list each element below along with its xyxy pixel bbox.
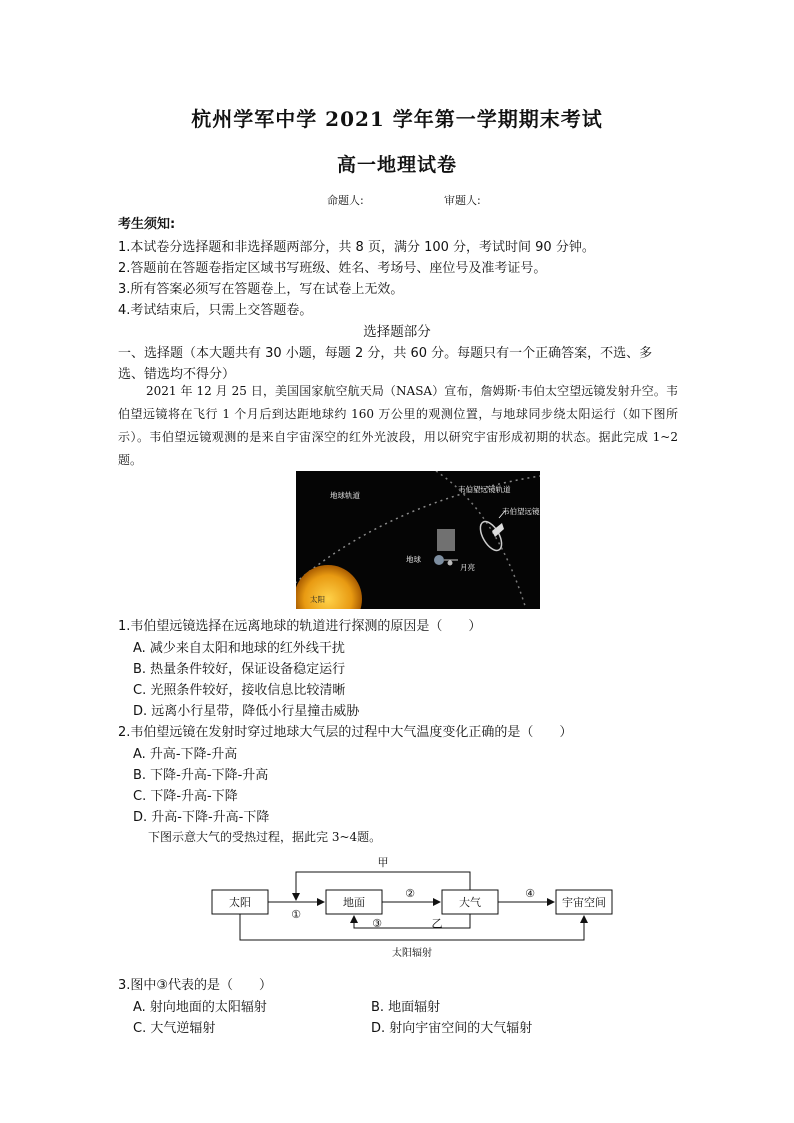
q2-option-d[interactable]: D. 升高-下降-升高-下降 xyxy=(133,810,270,825)
q2-option-a[interactable]: A. 升高-下降-升高 xyxy=(133,747,238,762)
box-sun-label: 太阳 xyxy=(229,896,251,909)
q3-option-b[interactable]: B. 地面辐射 xyxy=(371,1000,441,1015)
label-moon: 月亮 xyxy=(460,563,475,572)
moon-dot xyxy=(448,561,453,566)
label-n3: ③ xyxy=(372,917,382,930)
label-n4: ④ xyxy=(525,887,535,900)
q3-option-d[interactable]: D. 射向宇宙空间的大气辐射 xyxy=(371,1021,533,1036)
notice-item: 4.考试结束后，只需上交答题卷。 xyxy=(118,303,313,318)
passage-heating: 下图示意大气的受热过程，据此完 3~4题。 xyxy=(148,830,382,844)
notice-item: 2.答题前在答题卷指定区域书写班级、姓名、考场号、座位号及准考证号。 xyxy=(118,261,547,276)
section-title: 选择题部分 xyxy=(363,324,431,340)
question-1-stem: 1.韦伯望远镜选择在远离地球的轨道进行探测的原因是（ ） xyxy=(118,619,482,634)
q1-option-a[interactable]: A. 减少来自太阳和地球的红外线干扰 xyxy=(133,641,345,656)
notice-item: 3.所有答案必须写在答题卷上，写在试卷上无效。 xyxy=(118,282,404,297)
notice-heading: 考生须知: xyxy=(118,217,176,232)
passage-webb: 2021 年 12 月 25 日，美国国家航空航天局（NASA）宣布，詹姆斯·韦伯太空望远镜发射升空。韦伯望远镜将在飞行 1 个月后到达距地球约 160 万公里的观测位置，与地球同步绕太阳运行（如下图所示）。韦伯望远镜观测的是来自宇宙深空的红外光波段，用以研究宇宙形成初期的状态。据此完成 1~2题。 xyxy=(118,384,678,467)
q2-option-b[interactable]: B. 下降-升高-下降-升高 xyxy=(133,768,269,783)
question-2-stem: 2.韦伯望远镜在发射时穿过地球大气层的过程中大气温度变化正确的是（ ） xyxy=(118,725,573,740)
box-atmosphere-label: 大气 xyxy=(459,896,481,909)
label-n1: ① xyxy=(291,908,301,921)
section-instruction: 一、选择题（本大题共有 30 小题，每题 2 分，共 60 分。每题只有一个正确答案，不选、多 xyxy=(118,346,653,361)
box-space-label: 宇宙空间 xyxy=(562,896,606,909)
label-earth: 地球 xyxy=(406,555,421,564)
label-n2: ② xyxy=(405,887,415,900)
notice-item: 1.本试卷分选择题和非选择题两部分，共 8 页，满分 100 分，考试时间 90 分钟。 xyxy=(118,240,595,255)
exam-title: 杭州学军中学 2021 学年第一学期期末考试 xyxy=(191,107,603,131)
box-ground-label: 地面 xyxy=(343,896,365,909)
q1-option-d[interactable]: D. 远离小行星带，降低小行星撞击威胁 xyxy=(133,704,360,719)
earth-dot xyxy=(434,555,444,565)
question-3-stem: 3.图中③代表的是（ ） xyxy=(118,978,273,993)
marker-square xyxy=(437,529,455,551)
section-instruction-cont: 选、错选均不得分） xyxy=(118,367,236,382)
label-jia: 甲 xyxy=(377,856,389,869)
setter-label: 命题人: xyxy=(327,194,364,207)
label-yi: 乙 xyxy=(431,917,443,930)
q1-option-c[interactable]: C. 光照条件较好，接收信息比较清晰 xyxy=(133,683,346,698)
q3-option-c[interactable]: C. 大气逆辐射 xyxy=(133,1021,216,1036)
label-solar-radiation: 太阳辐射 xyxy=(392,948,432,959)
label-earth-orbit: 地球轨道 xyxy=(330,491,360,500)
heating-process-diagram xyxy=(205,852,625,964)
exam-subtitle: 高一地理试卷 xyxy=(336,154,457,176)
label-webb: 韦伯望远镜 xyxy=(502,507,540,516)
webb-orbit-figure xyxy=(296,471,540,609)
q3-option-a[interactable]: A. 射向地面的太阳辐射 xyxy=(133,1000,267,1015)
reviewer-label: 审题人: xyxy=(444,194,481,207)
label-webb-orbit: 韦伯望远镜轨道 xyxy=(458,485,511,494)
q2-option-c[interactable]: C. 下降-升高-下降 xyxy=(133,789,238,804)
q1-option-b[interactable]: B. 热量条件较好，保证设备稳定运行 xyxy=(133,662,346,677)
label-sun: 太阳 xyxy=(310,595,325,604)
